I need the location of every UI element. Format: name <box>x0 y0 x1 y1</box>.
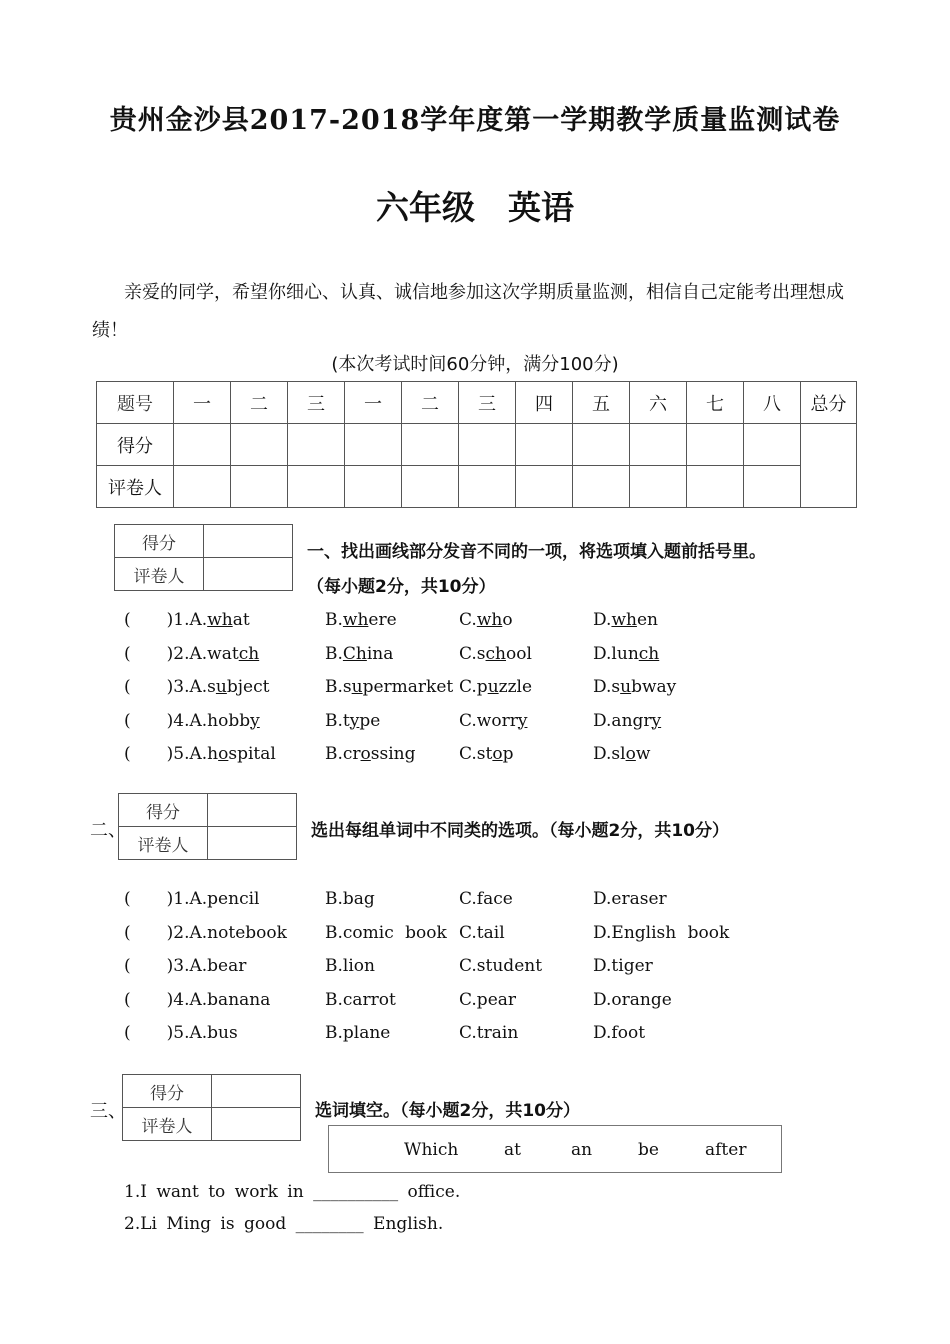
option-text: at <box>232 610 250 630</box>
option-text: permarket <box>362 677 454 697</box>
section1-subheading: （每小题2分，共10分） <box>307 577 496 597</box>
option-a <box>124 954 246 978</box>
option-d: D.foot <box>593 1023 646 1043</box>
score-cell[interactable] <box>459 424 516 466</box>
grader-cell[interactable] <box>687 466 744 508</box>
score-box[interactable] <box>212 1075 301 1108</box>
option-a <box>124 988 270 1012</box>
score-cell[interactable] <box>630 424 687 466</box>
option-text: A. <box>189 610 208 630</box>
answer-bracket[interactable]: ( <box>124 989 131 1010</box>
answer-bracket[interactable]: ( <box>124 922 131 943</box>
score-row <box>97 424 857 466</box>
col-header: 六 <box>630 382 687 424</box>
option-text: B.t <box>325 710 350 731</box>
score-cell[interactable] <box>687 424 744 466</box>
row-label-question-number: 题号 <box>97 382 174 424</box>
option-text: ssing <box>370 744 416 764</box>
option-text: B.s <box>325 677 352 697</box>
exam-subtitle: 六年级 英语 <box>376 188 574 227</box>
underlined-letters: o <box>492 744 503 764</box>
option-b <box>325 608 397 632</box>
grader-cell[interactable] <box>459 466 516 508</box>
option-a <box>124 675 269 699</box>
row-label-grader: 评卷人 <box>97 466 174 508</box>
col-header-total: 总分 <box>801 382 857 424</box>
section1-heading: 一、找出画线部分发音不同的一项，将选项填入题前括号里。 <box>307 542 766 562</box>
score-cell[interactable] <box>174 424 231 466</box>
score-cell[interactable] <box>231 424 288 466</box>
col-header: 一 <box>345 382 402 424</box>
option-d: D.orange <box>593 989 672 1010</box>
col-header: 三 <box>459 382 516 424</box>
answer-bracket[interactable]: ( <box>124 710 131 731</box>
grader-cell[interactable] <box>630 466 687 508</box>
underlined-letters: ch <box>638 643 660 664</box>
col-header: 二 <box>231 382 288 424</box>
option-text: )2.A.notebook <box>166 922 287 943</box>
underlined-letters: ch <box>238 643 260 664</box>
exam-title: 贵州金沙县2017-2018学年度第一学期教学质量监测试卷 <box>109 105 841 136</box>
question-number: )3. <box>166 677 190 697</box>
col-header: 五 <box>573 382 630 424</box>
option-d <box>593 742 650 766</box>
score-cell[interactable] <box>573 424 630 466</box>
grader-label: 评卷人 <box>115 558 204 591</box>
grader-box[interactable] <box>208 827 297 860</box>
option-text: w <box>635 744 651 764</box>
option-d: D.tiger <box>593 956 653 976</box>
total-score-cell[interactable] <box>801 424 857 508</box>
option-b: B.carrot <box>325 989 396 1010</box>
option-text: ina <box>366 643 394 664</box>
intro-text: 亲爱的同学，希望你细心、认真、诚信地参加这次学期质量监测，相信自己定能考出理想成绩！ <box>92 282 844 341</box>
col-header: 八 <box>744 382 801 424</box>
option-text: B. <box>325 643 343 664</box>
option-d <box>593 608 658 632</box>
underlined-letters: o <box>360 744 371 764</box>
grader-box[interactable] <box>204 558 293 591</box>
underlined-letters: y <box>651 710 662 731</box>
option-text: spital <box>228 744 276 764</box>
underlined-letters: y <box>349 710 360 731</box>
grader-cell[interactable] <box>516 466 573 508</box>
score-cell[interactable] <box>288 424 345 466</box>
option-text: C.worr <box>459 710 518 731</box>
grader-label: 评卷人 <box>123 1108 212 1141</box>
section2-grader-box <box>118 793 297 860</box>
underlined-letters: wh <box>207 610 233 630</box>
option-b: B.bag <box>325 889 375 909</box>
option-c: C.train <box>459 1023 519 1043</box>
option-text: )1.A.pencil <box>166 889 260 909</box>
score-label: 得分 <box>123 1075 212 1108</box>
grader-cell[interactable] <box>231 466 288 508</box>
option-a <box>124 1021 238 1045</box>
option-text: bject <box>226 677 270 697</box>
option-text: ere <box>368 610 397 630</box>
option-text: A.s <box>189 677 216 697</box>
grader-row <box>97 466 857 508</box>
option-b: B.comic book <box>325 922 447 943</box>
option-c <box>459 709 527 733</box>
option-b: B.plane <box>325 1023 391 1043</box>
score-box[interactable] <box>204 525 293 558</box>
grader-cell[interactable] <box>744 466 801 508</box>
section3-heading: 选词填空。（每小题2分，共10分） <box>315 1101 580 1121</box>
option-c <box>459 608 513 632</box>
col-header: 四 <box>516 382 573 424</box>
exam-note: (本次考试时间60分钟，满分100分) <box>331 354 619 375</box>
option-text: D.s <box>593 677 621 697</box>
question-number: )1. <box>166 610 190 630</box>
score-table <box>96 381 857 508</box>
answer-bracket[interactable]: ( <box>124 677 131 697</box>
answer-bracket[interactable]: ( <box>124 643 131 664</box>
option-c: C.pear <box>459 989 517 1010</box>
option-text: D.lun <box>593 643 639 664</box>
grader-label: 评卷人 <box>119 827 208 860</box>
grader-box[interactable] <box>212 1108 301 1141</box>
option-b <box>325 642 393 666</box>
option-text: p <box>502 744 514 764</box>
answer-bracket[interactable]: ( <box>124 956 131 976</box>
underlined-letters: u <box>620 677 632 697</box>
score-label: 得分 <box>119 794 208 827</box>
underlined-letters: o <box>218 744 229 764</box>
option-text: )5.A.bus <box>166 1023 238 1043</box>
answer-bracket[interactable]: ( <box>124 1023 131 1043</box>
word-bank-item: at <box>504 1140 521 1160</box>
option-text: D.sl <box>593 744 626 764</box>
option-d <box>593 675 676 699</box>
score-box[interactable] <box>208 794 297 827</box>
option-c: C.student <box>459 956 543 976</box>
col-header: 三 <box>288 382 345 424</box>
option-text: B. <box>325 610 343 630</box>
fill-item: 2.Li Ming is good ________ English. <box>124 1214 444 1234</box>
option-text: C.s <box>459 643 486 664</box>
option-a <box>124 709 260 733</box>
option-text: C.st <box>459 744 493 764</box>
option-c <box>459 675 532 699</box>
section3-number: 三、 <box>90 1101 126 1122</box>
question-number: )4. <box>166 710 190 731</box>
option-c: C.face <box>459 889 513 909</box>
option-text: C. <box>459 610 477 630</box>
option-a <box>124 887 259 911</box>
score-label: 得分 <box>115 525 204 558</box>
grader-cell[interactable] <box>174 466 231 508</box>
question-number: )2. <box>166 643 190 664</box>
underlined-letters: y <box>250 710 260 731</box>
option-text: )3.A.bear <box>166 956 247 976</box>
option-d: D.eraser <box>593 889 667 909</box>
option-b <box>325 709 380 733</box>
option-a <box>124 608 250 632</box>
option-text: o <box>502 610 513 630</box>
underlined-letters: o <box>625 744 636 764</box>
option-text: A.wat <box>189 643 239 664</box>
option-b <box>325 742 416 766</box>
option-c: C.tail <box>459 922 505 943</box>
underlined-letters: u <box>487 677 499 697</box>
option-text: bway <box>631 677 677 697</box>
option-text: ool <box>506 643 532 664</box>
option-c <box>459 642 532 666</box>
underlined-letters: u <box>351 677 363 697</box>
option-a <box>124 921 287 945</box>
underlined-letters: wh <box>342 610 369 630</box>
option-d <box>593 709 661 733</box>
option-text: C.p <box>459 677 488 697</box>
option-text: B.cr <box>325 744 361 764</box>
score-cell[interactable] <box>516 424 573 466</box>
option-text: D.angr <box>593 710 652 731</box>
option-a <box>124 642 259 666</box>
option-text: A.h <box>189 744 219 764</box>
word-bank-item: Which <box>404 1140 459 1160</box>
option-text: )4.A.banana <box>166 989 271 1010</box>
underlined-letters: Ch <box>342 643 367 664</box>
grader-cell[interactable] <box>573 466 630 508</box>
underlined-letters: wh <box>476 610 503 630</box>
option-text: D. <box>593 610 612 630</box>
section2-heading: 选出每组单词中不同类的选项。（每小题2分，共10分） <box>311 821 729 841</box>
underlined-letters: wh <box>611 610 637 630</box>
col-header: 七 <box>687 382 744 424</box>
answer-bracket[interactable]: ( <box>124 610 131 630</box>
fill-item: 1.I want to work in __________ office. <box>124 1182 461 1202</box>
row-label-score: 得分 <box>97 424 174 466</box>
option-d <box>593 642 659 666</box>
answer-bracket[interactable]: ( <box>124 889 131 909</box>
word-bank-item: be <box>638 1140 659 1160</box>
word-bank <box>328 1125 782 1173</box>
option-text: A.hobb <box>189 710 251 731</box>
word-bank-item: after <box>705 1140 747 1160</box>
grader-cell[interactable] <box>288 466 345 508</box>
option-b: B.lion <box>325 956 375 976</box>
option-text: zzle <box>498 677 533 697</box>
option-c <box>459 742 514 766</box>
section1-grader-box <box>114 524 293 591</box>
option-text: pe <box>359 710 381 731</box>
section2-number: 二、 <box>90 820 126 841</box>
word-bank-item: an <box>571 1140 593 1160</box>
score-cell[interactable] <box>402 424 459 466</box>
grader-cell[interactable] <box>345 466 402 508</box>
option-text: en <box>636 610 658 630</box>
grader-cell[interactable] <box>402 466 459 508</box>
col-header: 二 <box>402 382 459 424</box>
score-table-header-row <box>97 382 857 424</box>
score-cell[interactable] <box>744 424 801 466</box>
underlined-letters: u <box>215 677 227 697</box>
underlined-letters: y <box>517 710 528 731</box>
underlined-letters: ch <box>485 643 507 664</box>
option-a <box>124 742 276 766</box>
option-b <box>325 675 453 699</box>
section3-grader-box <box>122 1074 301 1141</box>
answer-bracket[interactable]: ( <box>124 744 131 764</box>
col-header: 一 <box>174 382 231 424</box>
question-number: )5. <box>166 744 190 764</box>
option-d: D.English book <box>593 922 730 943</box>
score-cell[interactable] <box>345 424 402 466</box>
